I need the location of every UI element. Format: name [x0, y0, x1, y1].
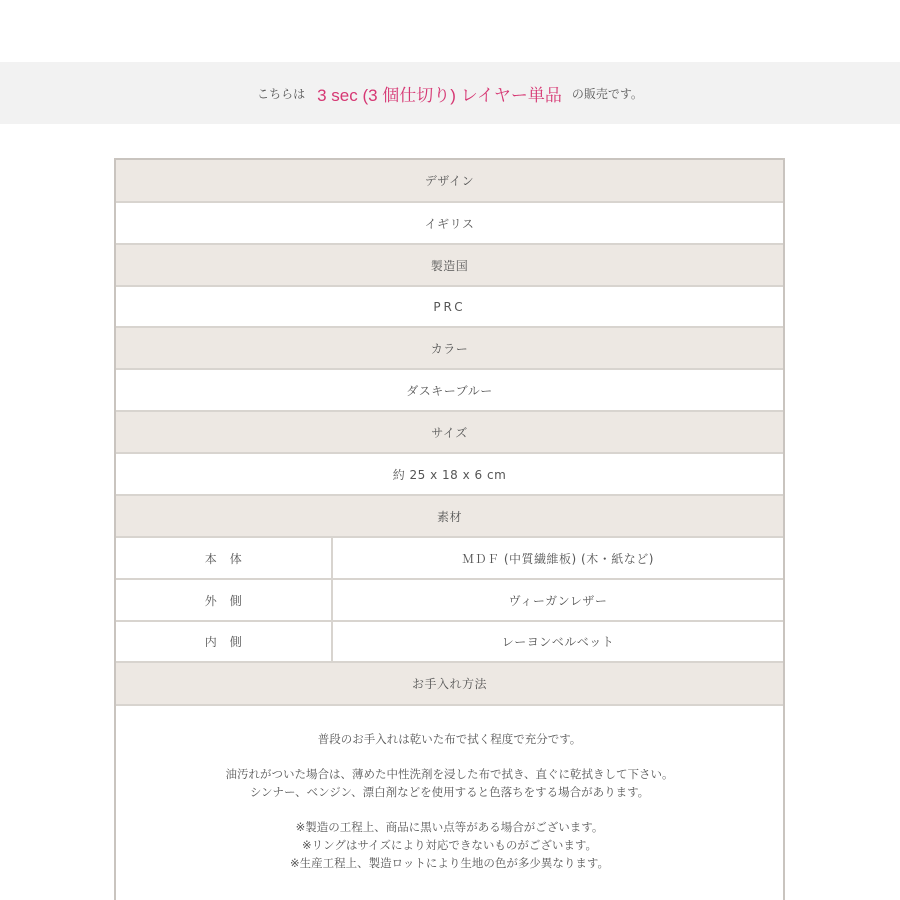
- care-line: シンナー、ベンジン、漂白剤などを使用すると色落ちをする場合があります。: [249, 785, 650, 799]
- care-line: ※リングはサイズにより対応できないものがございます。: [301, 838, 598, 852]
- material-row-label: 外 側: [116, 580, 333, 620]
- size-label: サイズ: [431, 425, 468, 440]
- care-line: 油汚れがついた場合は、薄めた中性洗剤を浸した布で拭き、直ぐに乾拭きして下さい。: [225, 767, 674, 781]
- color-header: [116, 328, 783, 370]
- size-value: 約 25 x 18 x 6 cm: [392, 467, 507, 482]
- color-label: カラー: [430, 341, 469, 356]
- care-instructions: [116, 730, 783, 872]
- material-header: [116, 496, 783, 538]
- material-row: [116, 580, 783, 622]
- size-row: [116, 454, 783, 496]
- origin-row: [116, 287, 783, 328]
- size-header: [116, 412, 783, 454]
- material-row-value: ＭＤＦ (中質繊維板) (木・紙など): [462, 551, 654, 566]
- care-line: ※製造の工程上、商品に黒い点等がある場合がございます。: [295, 820, 604, 834]
- design-value: イギリス: [424, 216, 475, 231]
- origin-label: 製造国: [430, 258, 469, 273]
- banner-suffix: の販売です。: [571, 86, 643, 101]
- care-header: [116, 663, 783, 706]
- spec-table: [114, 158, 785, 900]
- material-row: [116, 538, 783, 580]
- design-header: [116, 160, 783, 203]
- design-label: デザイン: [424, 174, 475, 188]
- material-row-value: レーヨンベルベット: [501, 635, 615, 649]
- design-row: [116, 203, 783, 245]
- material-row: [116, 622, 783, 663]
- origin-header: [116, 245, 783, 287]
- material-label: 素材: [436, 509, 462, 524]
- material-row-value: ヴィーガンレザー: [508, 593, 608, 608]
- material-row-label: 本 体: [116, 538, 333, 578]
- color-row: [116, 370, 783, 412]
- banner-product-name: 3 sec (3 個仕切り) レイヤー単品: [317, 85, 562, 105]
- origin-value: PRC: [433, 299, 466, 314]
- care-label: お手入れ方法: [411, 677, 487, 691]
- banner-prefix: こちらは: [257, 86, 306, 101]
- notice-banner: [0, 62, 900, 124]
- material-row-label: 内 側: [116, 622, 333, 661]
- care-line: ※生産工程上、製造ロットにより生地の色が多少異なります。: [290, 856, 609, 870]
- care-line: 普段のお手入れは乾いた布で拭く程度で充分です。: [317, 732, 582, 746]
- color-value: ダスキーブルー: [406, 383, 493, 398]
